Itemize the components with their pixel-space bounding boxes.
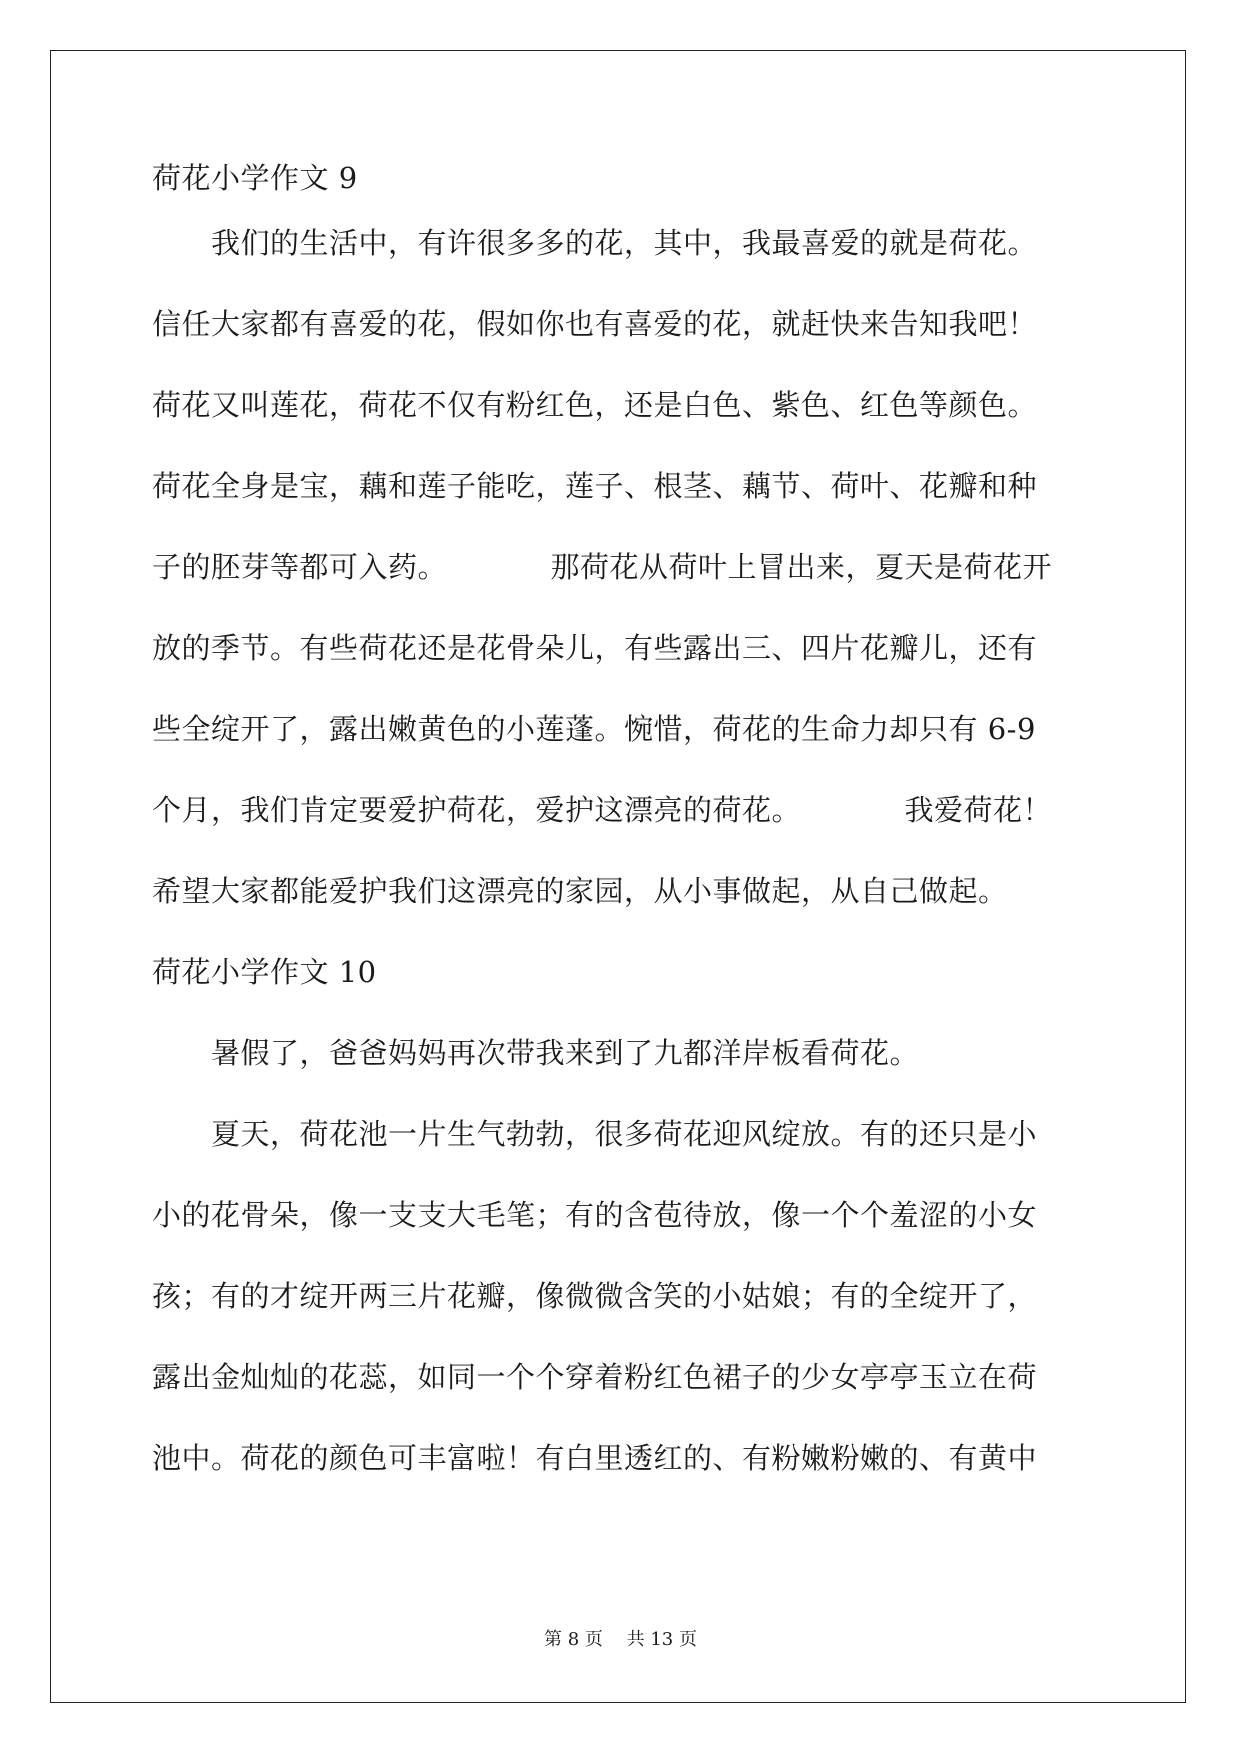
paragraph-line: 夏天，荷花池一片生气勃勃，很多荷花迎风绽放。有的还只是小 xyxy=(152,1117,1038,1151)
page-number-footer: 第 8 页 共 13 页 xyxy=(544,1629,697,1650)
paragraph-line: 池中。荷花的颜色可丰富啦！有白里透红的、有粉嫩粉嫩的、有黄中 xyxy=(152,1441,1038,1475)
paragraph-line: 荷花又叫莲花，荷花不仅有粉红色，还是白色、紫色、红色等颜色。 xyxy=(152,388,1038,422)
paragraph-line: 荷花全身是宝，藕和莲子能吃，莲子、根茎、藕节、荷叶、花瓣和种 xyxy=(152,469,1038,503)
paragraph-line: 我们的生活中，有许很多多的花，其中，我最喜爱的就是荷花。 xyxy=(152,226,1038,260)
paragraph-line: 希望大家都能爱护我们这漂亮的家园，从小事做起，从自己做起。 xyxy=(152,874,1008,908)
paragraph-line: 放的季节。有些荷花还是花骨朵儿，有些露出三、四片花瓣儿，还有 xyxy=(152,631,1038,665)
paragraph-line: 信任大家都有喜爱的花，假如你也有喜爱的花，就赶快来告知我吧！ xyxy=(152,307,1038,341)
paragraph-line: 些全绽开了，露出嫩黄色的小莲蓬。惋惜，荷花的生命力却只有 6-9 xyxy=(152,712,1036,746)
essay-title-9: 荷花小学作文 9 xyxy=(152,161,358,195)
essay-title-10: 荷花小学作文 10 xyxy=(152,955,377,989)
paragraph-line: 暑假了，爸爸妈妈再次带我来到了九都洋岸板看荷花。 xyxy=(152,1036,920,1070)
paragraph-line: 露出金灿灿的花蕊，如同一个个穿着粉红色裙子的少女亭亭玉立在荷 xyxy=(152,1360,1038,1394)
paragraph-line: 小的花骨朵，像一支支大毛笔；有的含苞待放，像一个个羞涩的小女 xyxy=(152,1198,1038,1232)
paragraph-line: 孩；有的才绽开两三片花瓣，像微微含笑的小姑娘；有的全绽开了， xyxy=(152,1279,1038,1313)
paragraph-line: 个月，我们肯定要爱护荷花，爱护这漂亮的荷花。 我爱荷花！ xyxy=(152,793,1053,827)
paragraph-line: 子的胚芽等都可入药。 那荷花从荷叶上冒出来，夏天是荷花开 xyxy=(152,550,1053,584)
